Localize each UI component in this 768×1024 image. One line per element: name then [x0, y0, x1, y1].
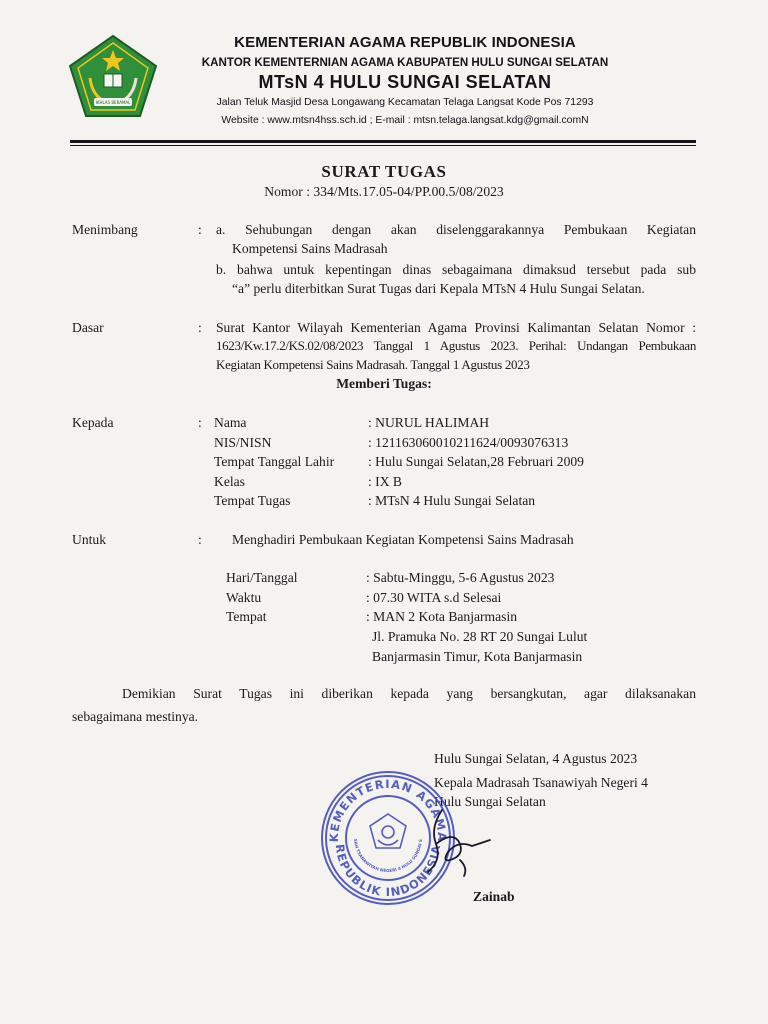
menimbang-b-line2: “a” perlu diterbitkan Surat Tugas dari Kepala MTsN 4 Hulu Sungai Selatan.: [232, 281, 645, 296]
signature-position-line1: Kepala Madrasah Tsanawiyah Negeri 4: [434, 775, 648, 790]
stamp-inner-text: SAH TSANAWIYAH NEGERI 4 HULU SUNGAI S: [352, 838, 424, 874]
dasar-label: Dasar: [72, 320, 104, 335]
recipient-field-value: : NURUL HALIMAH: [368, 415, 490, 430]
event-field-value: : MAN 2 Kota Banjarmasin: [366, 609, 518, 625]
signature-scribble: [402, 800, 494, 882]
menimbang-label: Menimbang: [72, 222, 138, 237]
event-field-key: Hari/Tanggal: [226, 570, 298, 585]
event-field-key: Waktu: [226, 589, 262, 605]
dasar-colon: :: [198, 320, 202, 335]
venue-address-line2: Banjarmasin Timur, Kota Banjarmasin: [372, 649, 583, 664]
memberi-tugas-heading: Memberi Tugas:: [336, 376, 432, 391]
dasar-line1: Surat Kantor Wilayah Kementerian Agama Provinsi Kalimantan Selatan Nomor :: [216, 320, 696, 335]
school-name: MTsN 4 HULU SUNGAI SELATAN: [258, 72, 552, 92]
letter-title: SURAT TUGAS: [321, 162, 447, 181]
ministry-logo: [68, 34, 158, 118]
school-address: Jalan Teluk Masjid Desa Longawang Kecamatan Telaga Langsat Kode Pos 71293: [216, 97, 594, 108]
recipient-field-value: : MTsN 4 Hulu Sungai Selatan: [368, 493, 536, 508]
stamp-top-text: KEMENTERIAN AGAMA: [326, 776, 450, 843]
venue-address-line1: Jl. Pramuka No. 28 RT 20 Sungai Lulut: [372, 629, 588, 644]
recipient-field-key: NIS/NISN: [214, 434, 272, 450]
school-contact: Website : www.mtsn4hss.sch.id ; E-mail : mtsn.telaga.langsat.kdg@gmail.comN: [221, 115, 589, 126]
signatory-name: Zainab: [473, 889, 515, 904]
dasar-line3: Kegiatan Kompetensi Sains Madrasah. Tanggal 1 Agustus 2023: [216, 357, 530, 372]
event-field-value: : 07.30 WITA s.d Selesai: [366, 589, 502, 605]
recipient-field-key: Kelas: [214, 473, 245, 489]
event-field-key: Tempat: [226, 609, 267, 625]
untuk-purpose: Menghadiri Pembukaan Kegiatan Kompetensi Sains Madrasah: [232, 532, 574, 547]
menimbang-colon: :: [198, 222, 202, 237]
untuk-label: Untuk: [72, 532, 106, 547]
event-field-value: : Sabtu-Minggu, 5-6 Agustus 2023: [366, 570, 555, 585]
regional-office-name: KANTOR KEMENTERNIAN AGAMA KABUPATEN HULU SUNGAI SELATAN: [201, 56, 609, 69]
untuk-colon: :: [198, 532, 202, 547]
recipient-field-value: : IX B: [368, 473, 402, 489]
dasar-line2: 1623/Kw.17.2/KS.02/08/2023 Tanggal 1 Agustus 2023. Perihal: Undangan Pembukaan: [216, 338, 696, 353]
letter-number: Nomor : 334/Mts.17.05-04/PP.00.5/08/2023: [264, 184, 504, 199]
recipient-field-key: Nama: [214, 415, 247, 430]
menimbang-a-line1: a. Sehubungan dengan akan diselenggarakannya Pembukaan Kegiatan: [216, 222, 696, 237]
logo-caption: IKHLAS BERAMAL: [95, 100, 131, 105]
recipient-field-value: : 121163060010211624/0093076313: [368, 434, 569, 450]
header-divider-thin: [70, 145, 696, 146]
menimbang-a-line2: Kompetensi Sains Madrasah: [232, 241, 388, 256]
closing-line1: Demikian Surat Tugas ini diberikan kepada yang bersangkutan, agar dilaksanakan: [122, 686, 696, 701]
menimbang-b-line1: b. bahwa untuk kepentingan dinas sebagaimana dimaksud tersebut pada sub: [216, 262, 696, 277]
recipient-field-value: : Hulu Sungai Selatan,28 Februari 2009: [368, 454, 584, 469]
stamp-bottom-text: REPUBLIK INDONESIA: [332, 843, 444, 900]
header-divider-thick: [70, 140, 696, 143]
kepada-label: Kepada: [72, 415, 114, 430]
kepada-colon: :: [198, 415, 202, 430]
closing-line2: sebagaimana mestinya.: [72, 709, 199, 724]
recipient-field-key: Tempat Tugas: [214, 493, 291, 508]
signature-place-date: Hulu Sungai Selatan, 4 Agustus 2023: [434, 751, 638, 766]
ministry-name: KEMENTERIAN AGAMA REPUBLIK INDONESIA: [234, 34, 576, 51]
signature-position-line2: Hulu Sungai Selatan: [434, 794, 546, 809]
recipient-field-key: Tempat Tanggal Lahir: [214, 454, 335, 469]
